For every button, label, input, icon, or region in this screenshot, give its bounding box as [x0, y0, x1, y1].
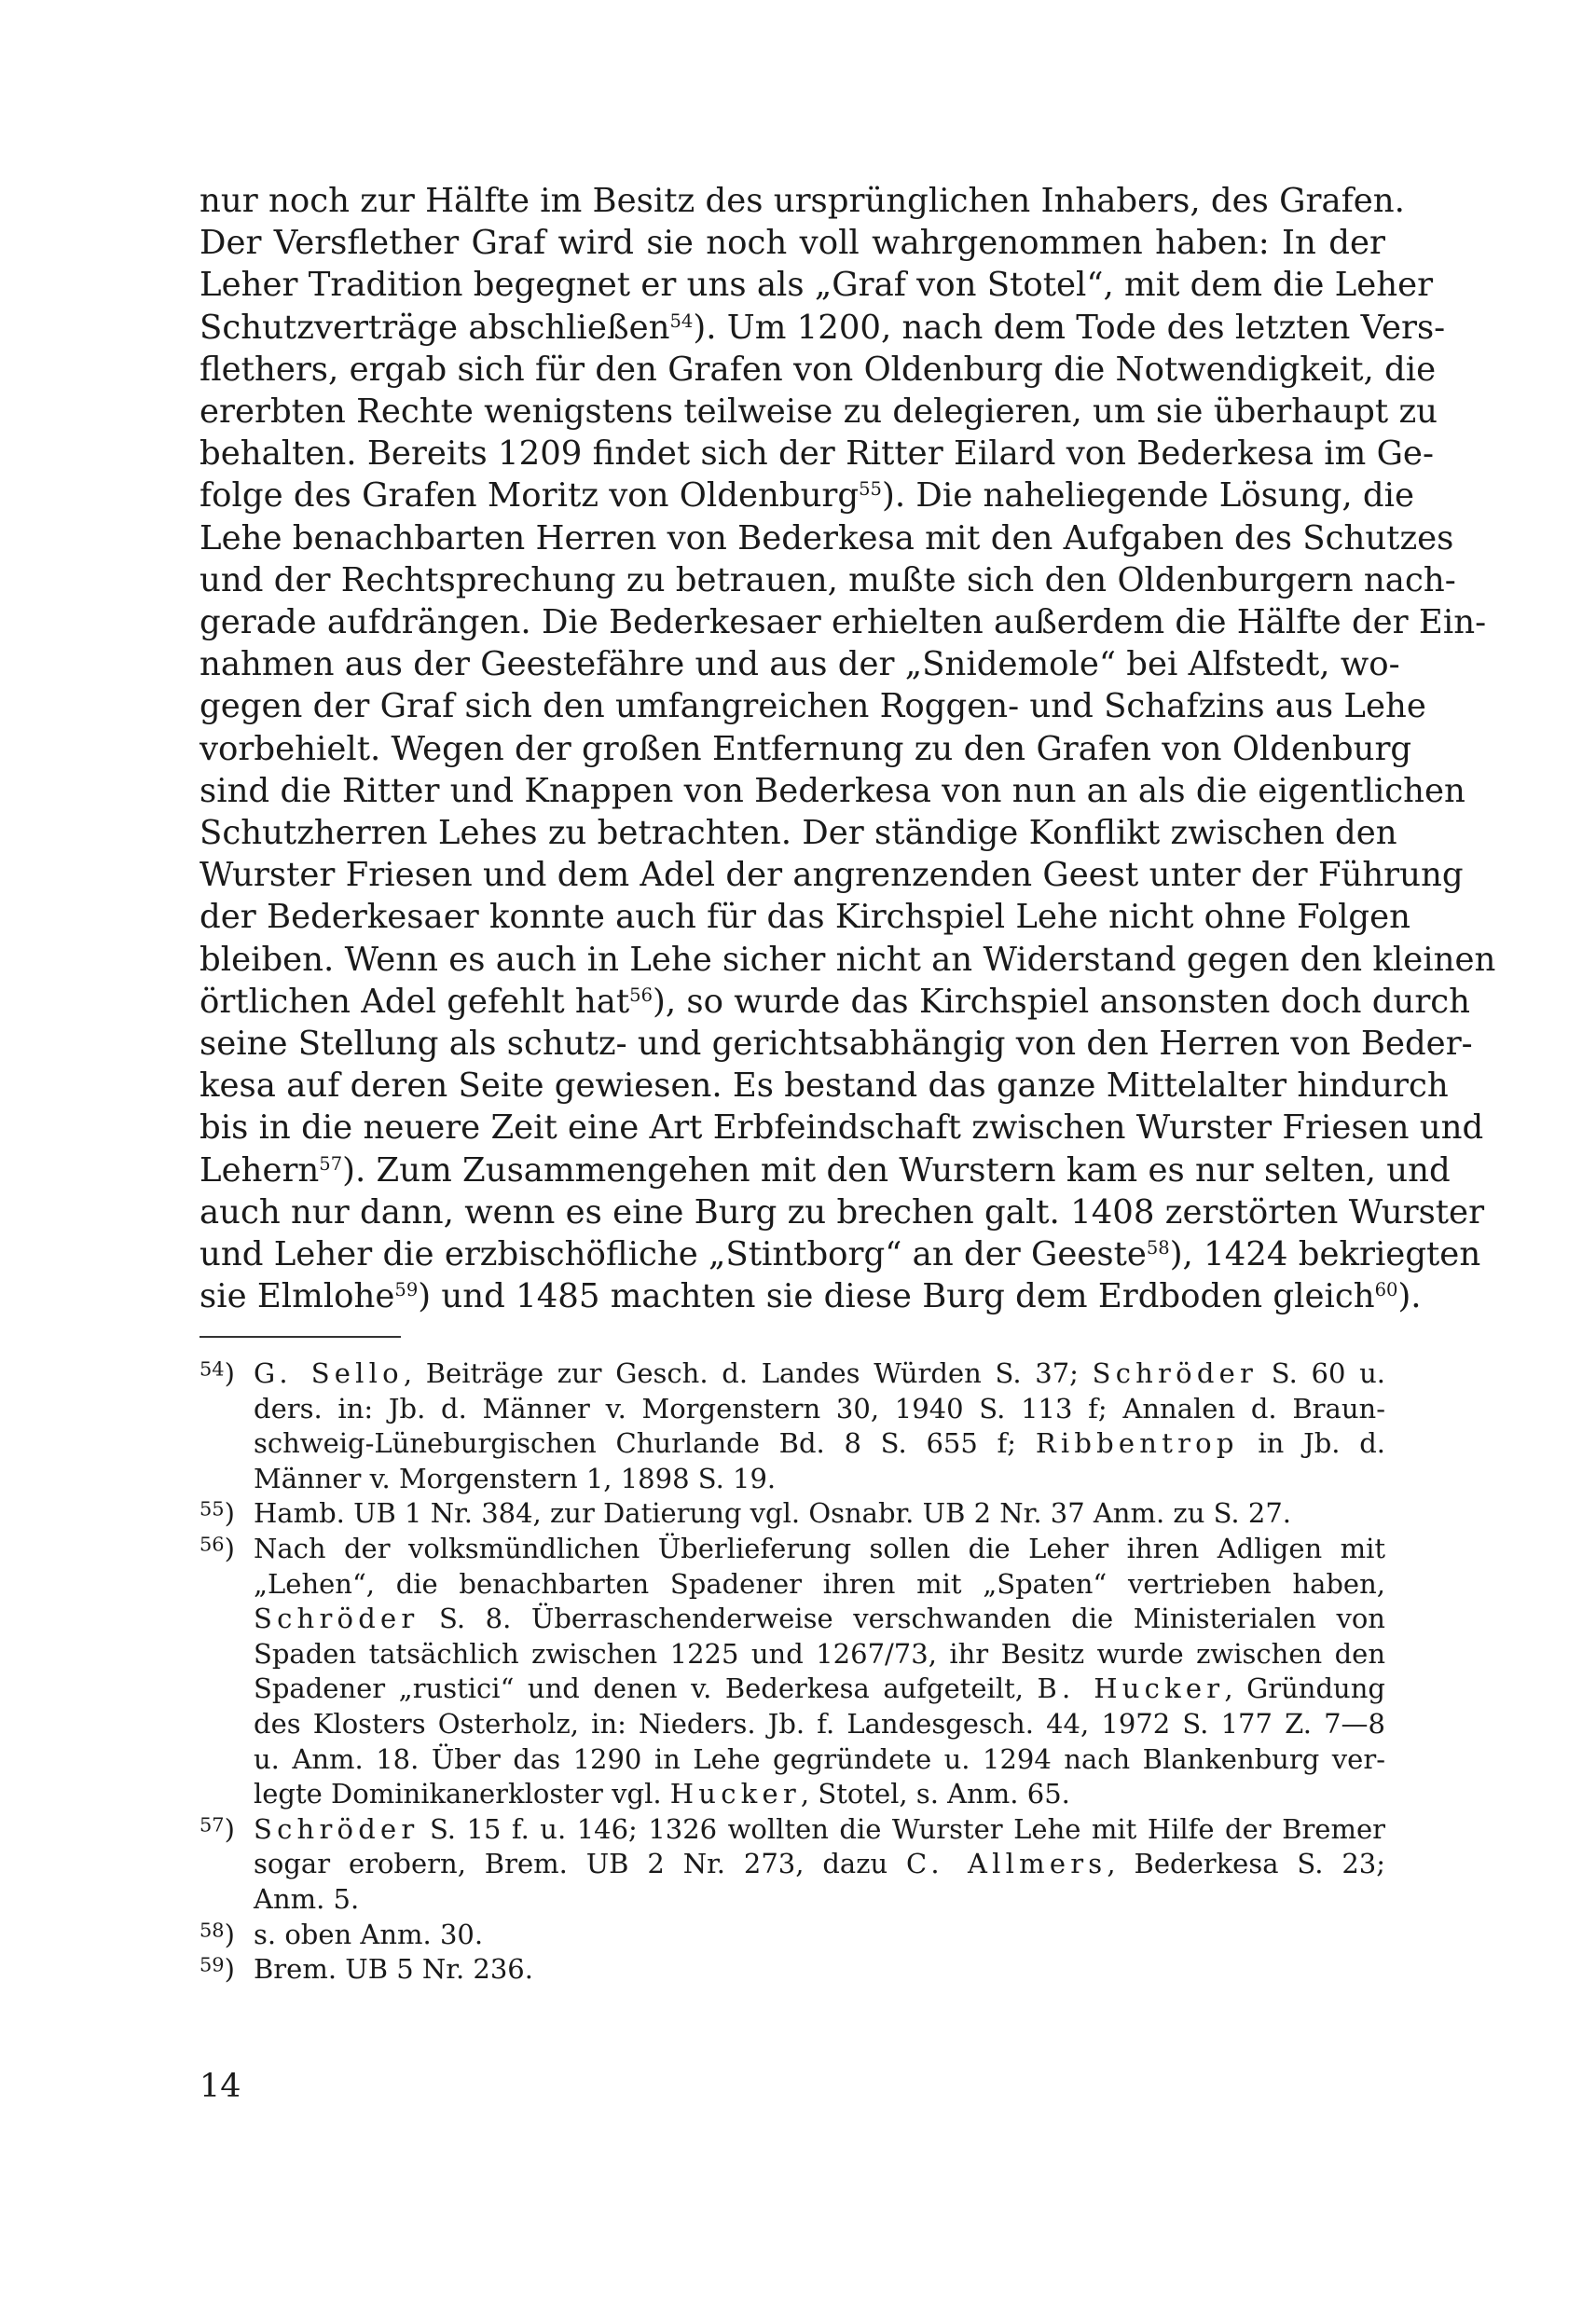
- text-segment: ), 1424 bekriegten: [1169, 1235, 1481, 1274]
- text-segment: Nach der volksmündlichen Überlieferung sollen die Leher ihren Adligen mit: [254, 1532, 1385, 1564]
- footnote-marker: $^{55}$): [200, 1497, 235, 1530]
- footnote-line: [254, 1812, 1385, 1848]
- text-segment: in Jb. d.: [1238, 1427, 1386, 1460]
- footnote-line: [254, 1532, 1385, 1567]
- text-line: [200, 307, 1446, 349]
- text-segment: und Leher die erzbischöfliche „Stintborg“ an der Geeste: [200, 1235, 1147, 1274]
- text-segment: vorbehielt. Wegen der großen Entfernung zu den Grafen von Oldenburg: [200, 729, 1412, 768]
- footnote-number: 58: [200, 1919, 225, 1942]
- footnote-number: 54: [200, 1357, 225, 1381]
- text-segment: folge des Grafen Moritz von Oldenburg: [200, 476, 860, 516]
- footnote-number: 55: [200, 1498, 225, 1521]
- text-line: [200, 812, 1397, 854]
- footnote-line: [254, 1918, 1385, 1953]
- text-segment: , Gründung: [1224, 1672, 1385, 1705]
- footnote-reference: 57: [319, 1152, 343, 1175]
- text-line: [200, 601, 1487, 643]
- text-segment: ererbten Rechte wenigstens teilweise zu delegieren, um sie überhaupt zu: [200, 392, 1438, 432]
- text-line: [200, 349, 1437, 391]
- text-line: [200, 1065, 1449, 1107]
- footnote-line: [254, 1462, 1385, 1497]
- footnote-reference: 58: [1146, 1236, 1170, 1259]
- text-line: [200, 559, 1456, 601]
- text-segment: seine Stellung als schutz- und gerichtsabhängig von den Herren von Beder-: [200, 1025, 1473, 1064]
- text-line: [200, 981, 1471, 1023]
- text-segment: S. 8. Überraschenderweise verschwanden die Ministerialen von: [419, 1603, 1385, 1635]
- footnote-line: [254, 1496, 1385, 1532]
- text-line: [200, 517, 1454, 559]
- text-segment: „Lehen“, die benachbarten Spadener ihren mit „Spaten“ vertrieben haben,: [254, 1567, 1385, 1600]
- text-line: [200, 222, 1385, 264]
- footnote-line: [254, 1882, 1385, 1918]
- footnote: [200, 1496, 1385, 1532]
- footnote-line: [254, 1602, 1385, 1637]
- footnote-reference: 59: [394, 1279, 419, 1301]
- text-segment: sogar erobern, Brem. UB 2 Nr. 273, dazu: [254, 1848, 907, 1880]
- text-segment: Schutzherren Lehes zu betrachten. Der ständige Konflikt zwischen den: [200, 814, 1397, 853]
- footnote-line: [254, 1426, 1385, 1462]
- footnote-separator: [200, 1336, 401, 1338]
- text-segment: ). Zum Zusammengehen mit den Wurstern kam es nur selten, und: [342, 1150, 1451, 1190]
- footnote-marker: $^{59}$): [200, 1953, 235, 1986]
- text-segment: bleiben. Wenn es auch in Lehe sicher nicht an Widerstand gegen den kleinen: [200, 940, 1496, 979]
- text-segment: bis in die neuere Zeit eine Art Erbfeindschaft zwischen Wurster Friesen und: [200, 1108, 1484, 1148]
- footnote-number: 59: [200, 1953, 225, 1976]
- text-line: [200, 1107, 1484, 1149]
- footnote-reference: 54: [669, 310, 694, 332]
- text-line: [200, 770, 1465, 812]
- text-segment: Schutzverträge abschließen: [200, 308, 670, 347]
- footnote-reference: 56: [629, 984, 654, 1006]
- text-line: [200, 1275, 1422, 1317]
- text-segment: legte Dominikanerkloster vgl.: [254, 1778, 670, 1810]
- text-segment: G. Sello: [254, 1357, 404, 1389]
- text-segment: Anm. 5.: [254, 1882, 360, 1915]
- text-segment: ). Die naheliegende Lösung, die: [881, 476, 1415, 516]
- footnote-line: [254, 1392, 1385, 1427]
- text-segment: kesa auf deren Seite gewiesen. Es bestand das ganze Mittelalter hindurch: [200, 1067, 1449, 1106]
- text-line: [200, 1149, 1451, 1191]
- text-segment: Spadener „rustici“ und denen v. Bederkesa aufgeteilt,: [254, 1672, 1038, 1705]
- text-line: [200, 685, 1426, 727]
- text-segment: auch nur dann, wenn es eine Burg zu brechen galt. 1408 zerstörten Wurster: [200, 1192, 1485, 1232]
- text-segment: Lehern: [200, 1150, 320, 1190]
- text-line: [200, 854, 1464, 896]
- footnote: [200, 1952, 1385, 1988]
- text-segment: s. oben Anm. 30.: [254, 1918, 484, 1950]
- text-segment: C. Allmers: [906, 1848, 1108, 1880]
- text-segment: sie Elmlohe: [200, 1277, 395, 1316]
- text-segment: örtlichen Adel gefehlt hat: [200, 982, 630, 1021]
- text-segment: des Klosters Osterholz, in: Nieders. Jb. f. Landesgesch. 44, 1972 S. 177 Z. 7—8: [254, 1707, 1385, 1740]
- text-segment: , Stotel, s. Anm. 65.: [800, 1778, 1070, 1810]
- footnote-line: [254, 1356, 1385, 1392]
- footnote-reference: 55: [859, 478, 882, 501]
- text-segment: S. 60 u.: [1258, 1357, 1385, 1389]
- text-segment: , Beiträge zur Gesch. d. Landes Würden S. 37;: [403, 1357, 1093, 1389]
- main-text: [200, 180, 1496, 1317]
- footnote-marker: $^{56}$): [200, 1532, 235, 1564]
- text-segment: Brem. UB 5 Nr. 236.: [254, 1953, 533, 1986]
- text-segment: S. 15 f. u. 146; 1326 wollten die Wurster Lehe mit Hilfe der Bremer: [419, 1812, 1385, 1845]
- text-line: [200, 1233, 1481, 1275]
- text-segment: sind die Ritter und Knappen von Bederkesa von nun an als die eigentlichen: [200, 771, 1465, 810]
- page-number: 14: [200, 2068, 241, 2105]
- footnote-line: [254, 1952, 1385, 1988]
- text-segment: flethers, ergab sich für den Grafen von Oldenburg die Notwendigkeit, die: [200, 350, 1437, 389]
- footnote-line: [254, 1742, 1385, 1778]
- footnote-reference: 60: [1374, 1279, 1398, 1301]
- text-segment: Der Versflether Graf wird sie noch voll wahrgenommen haben: In der: [200, 224, 1385, 263]
- text-segment: Wurster Friesen und dem Adel der angrenzenden Geest unter der Führung: [200, 856, 1464, 895]
- footnote-number: 56: [200, 1533, 225, 1556]
- text-segment: nur noch zur Hälfte im Besitz des ursprünglichen Inhabers, des Grafen.: [200, 182, 1405, 220]
- text-segment: B. Hucker: [1037, 1672, 1225, 1705]
- text-segment: ). Um 1200, nach dem Tode des letzten Vers-: [693, 308, 1446, 347]
- text-segment: gegen der Graf sich den umfangreichen Roggen- und Schafzins aus Lehe: [200, 687, 1426, 726]
- text-line: [200, 1023, 1473, 1065]
- text-line: [200, 643, 1400, 685]
- text-segment: ders. in: Jb. d. Männer v. Morgenstern 30, 1940 S. 113 f; Annalen d. Braun-: [254, 1392, 1385, 1424]
- footnote-line: [254, 1847, 1385, 1882]
- footnote: [200, 1812, 1385, 1918]
- footnote-marker: $^{54}$): [200, 1357, 235, 1389]
- text-segment: Hamb. UB 1 Nr. 384, zur Datierung vgl. Osnabr. UB 2 Nr. 37 Anm. zu S. 27.: [254, 1497, 1291, 1530]
- footnote-marker: $^{57}$): [200, 1812, 235, 1845]
- text-segment: , Bederkesa S. 23;: [1107, 1848, 1385, 1880]
- footnote-number: 57: [200, 1813, 225, 1837]
- text-segment: behalten. Bereits 1209 findet sich der Ritter Eilard von Bederkesa im Ge-: [200, 434, 1434, 474]
- text-segment: Leher Tradition begegnet er uns als „Graf von Stotel“, mit dem die Leher: [200, 266, 1434, 305]
- text-segment: ), so wurde das Kirchspiel ansonsten doch durch: [653, 982, 1471, 1021]
- text-segment: Hucker: [669, 1778, 801, 1810]
- text-segment: gerade aufdrängen. Die Bederkesaer erhielten außerdem die Hälfte der Ein-: [200, 603, 1487, 642]
- text-line: [200, 180, 1405, 222]
- footnote-line: [254, 1707, 1385, 1742]
- footnote-marker: $^{58}$): [200, 1918, 235, 1950]
- text-segment: und der Rechtsprechung zu betrauen, mußte sich den Oldenburgern nach-: [200, 560, 1456, 599]
- footnotes: [200, 1356, 1385, 1988]
- text-line: [200, 391, 1438, 433]
- footnote: [200, 1532, 1385, 1812]
- text-segment: Männer v. Morgenstern 1, 1898 S. 19.: [254, 1462, 777, 1494]
- text-line: [200, 939, 1496, 981]
- footnote-line: [254, 1637, 1385, 1672]
- footnote: [200, 1918, 1385, 1953]
- text-segment: ).: [1397, 1277, 1422, 1316]
- text-segment: nahmen aus der Geestefähre und aus der „Snidemole“ bei Alfstedt, wo-: [200, 645, 1400, 684]
- footnote: [200, 1356, 1385, 1496]
- text-segment: Spaden tatsächlich zwischen 1225 und 1267/73, ihr Besitz wurde zwischen den: [254, 1637, 1385, 1670]
- text-line: [200, 433, 1434, 475]
- text-segment: Ribbentrop: [1035, 1427, 1239, 1460]
- text-segment: schweig-Lüneburgischen Churlande Bd. 8 S. 655 f;: [254, 1427, 1036, 1460]
- footnote-line: [254, 1567, 1385, 1603]
- text-segment: Schröder: [254, 1603, 420, 1635]
- text-segment: ) und 1485 machten sie diese Burg dem Erdboden gleich: [418, 1277, 1375, 1316]
- text-line: [200, 1191, 1485, 1233]
- text-segment: der Bederkesaer konnte auch für das Kirchspiel Lehe nicht ohne Folgen: [200, 898, 1411, 937]
- text-segment: Schröder: [1092, 1357, 1259, 1389]
- footnote-line: [254, 1672, 1385, 1707]
- text-line: [200, 264, 1434, 306]
- footnote-line: [254, 1777, 1385, 1812]
- text-segment: Lehe benachbarten Herren von Bederkesa mit den Aufgaben des Schutzes: [200, 518, 1454, 557]
- text-line: [200, 728, 1412, 770]
- text-line: [200, 896, 1411, 938]
- text-segment: Schröder: [254, 1812, 420, 1845]
- text-segment: u. Anm. 18. Über das 1290 in Lehe gegründete u. 1294 nach Blankenburg ver-: [254, 1742, 1385, 1775]
- text-line: [200, 475, 1415, 516]
